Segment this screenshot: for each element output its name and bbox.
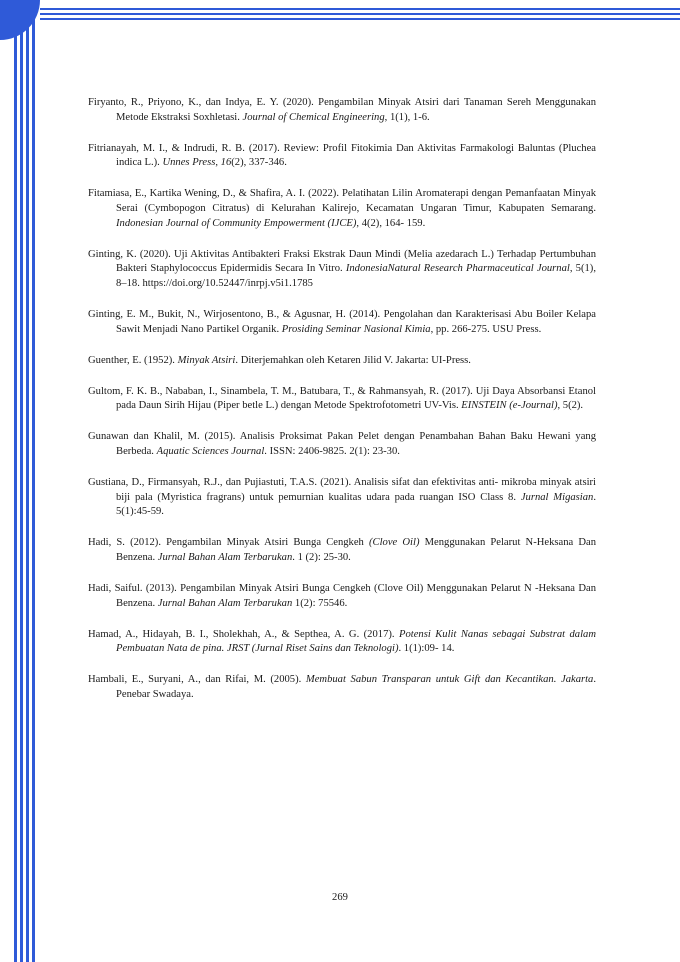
reference-italic-text: Unnes Press — [162, 157, 216, 169]
reference-text: (2), 337-346. — [231, 157, 287, 169]
reference-text: , 5(2). — [557, 400, 584, 412]
reference-text: . ISSN: 2406-9825. 2(1): 23-30. — [264, 446, 400, 457]
reference-entry — [88, 96, 596, 125]
reference-entry — [88, 308, 596, 337]
reference-text: , — [215, 157, 221, 169]
reference-text: Gunawan dan Khalil, M. (2015). Analisis Proksimat Pakan Pelet dengan Penambahan Bahan Baku Hewani yang Berbeda. — [88, 431, 596, 457]
page-number: 269 — [332, 892, 348, 903]
reference-text: Fitamiasa, E., Kartika Wening, D., & Shafira, A. I. (2022). Pelatihatan Lilin Aromaterapi dengan Pemanfaatan Minyak Serai (Cymbopogon Citratus) di Kelurahan Kalirejo, Kecamatan Ungaran Timur, Kabupaten Semarang. — [88, 188, 596, 214]
reference-text: . Diterjemahkan oleh Ketaren Jilid V. Jakarta: UI-Press. — [235, 354, 471, 366]
reference-text: , 5(1), 8–18. https://doi.org/10.52447/inrpj.v5i1.1785 — [116, 263, 596, 289]
reference-entry — [88, 536, 596, 565]
reference-text: Menggunakan Pelarut N-Heksana Dan Benzena. — [116, 537, 596, 563]
reference-text: Fitrianayah, M. I., & Indrudi, R. B. (2017). Review: Profil Fitokimia Dan Aktivitas Farmakologi Baluntas (Pluchea indica L.). — [88, 142, 596, 169]
reference-entry — [88, 628, 596, 657]
reference-text: Gustiana, D., Firmansyah, R.J., dan Pujiastuti, T.A.S. (2021). Analisis sifat dan efektivitas anti- mikroba minyak atsiri biji pala (Myristica fragrans) untuk pemurnian kualitas udara pada ruangan ISO Class 8. — [88, 477, 596, 503]
reference-text: . 5(1):45-59. — [116, 491, 596, 518]
reference-entry — [88, 430, 596, 459]
reference-text: Hadi, S. (2012). Pengambilan Minyak Atsiri Bunga Cengkeh — [88, 537, 370, 549]
reference-text: Guenther, E. (1952). — [88, 354, 178, 366]
reference-text: Hamad, A., Hidayah, B. I., Sholekhah, A., & Septhea, A. G. (2017). — [88, 628, 399, 640]
reference-entry — [88, 385, 596, 414]
reference-text: , 1(1), 1-6. — [384, 111, 430, 123]
reference-list — [88, 96, 596, 719]
reference-italic-text: Minyak Atsiri — [177, 354, 236, 366]
reference-entry — [88, 142, 596, 171]
top-decorative-band — [40, 8, 680, 20]
reference-italic-text: Prosiding Seminar Nasional Kimia — [281, 323, 431, 335]
reference-text: . 1(1):09- 14. — [398, 643, 455, 655]
reference-text: . 1 (2): 25-30. — [292, 551, 351, 563]
reference-italic-text: 16 — [220, 157, 232, 169]
reference-text: Ginting, E. M., Bukit, N., Wirjosentono, B., & Agusnar, H. (2014). Pengolahan dan Karakterisasi Abu Boiler Kelapa Sawit Menjadi Nano Partikel Organik. — [88, 308, 596, 335]
left-decorative-stripes — [0, 0, 40, 962]
reference-text: Ginting, K. (2020). Uji Aktivitas Antibakteri Fraksi Ekstrak Daun Mindi (Melia azedarach L.) Terhadap Pertumbuhan Bakteri Staphylococcus Epidermidis Secara In Vitro. — [88, 248, 596, 275]
reference-text: Hadi, Saiful. (2013). Pengambilan Minyak Atsiri Bunga Cengkeh (Clove Oil) Menggunakan Pelarut N -Heksana Dan Benzena. — [88, 583, 596, 609]
reference-text: , pp. 266-275. USU Press. — [430, 323, 542, 335]
reference-italic-text: Indonesian Journal of Community Empowerment (IJCE) — [116, 217, 357, 229]
reference-italic-text: Aquatic Sciences Journal — [156, 446, 265, 457]
reference-text: , 4(2), 164- 159. — [356, 217, 426, 229]
reference-text: Hambali, E., Suryani, A., dan Rifai, M. (2005). — [88, 674, 306, 686]
reference-text: 1(2): 75546. — [292, 597, 348, 609]
reference-italic-text: Jurnal Bahan Alam Terbarukan — [157, 551, 293, 563]
reference-italic-text: Jurnal Migasian — [520, 491, 594, 503]
reference-italic-text: Membuat Sabun Transparan untuk Gift dan Kecantikan. Jakarta — [305, 674, 594, 686]
reference-italic-text: Journal of Chemical Engineering — [242, 111, 385, 123]
reference-entry — [88, 248, 596, 292]
reference-entry — [88, 187, 596, 231]
reference-text: Gultom, F. K. B., Nababan, I., Sinambela, T. M., Batubara, T., & Rahmansyah, R. (2017). Uji Daya Absorbansi Etanol pada Daun Sirih Hijau (Piper betle L.) dengan Metode Spektrofotometri UV-Vis. — [88, 385, 596, 412]
reference-italic-text: EINSTEIN (e-Journal) — [461, 400, 558, 412]
reference-text: Firyanto, R., Priyono, K., dan Indya, E. Y. (2020). Pengambilan Minyak Atsiri dari Tanaman Sereh Menggunakan Metode Ekstraksi Soxhletasi. — [88, 97, 596, 123]
reference-entry — [88, 673, 596, 702]
reference-italic-text: (Clove Oil) — [369, 537, 420, 549]
reference-italic-text: Potensi Kulit Nanas sebagai Substrat dalam Pembuatan Nata de pina. JRST (Jurnal Riset Sains dan Teknologi) — [116, 628, 596, 655]
reference-italic-text: Jurnal Bahan Alam Terbarukan — [157, 597, 293, 609]
reference-entry — [88, 354, 596, 369]
reference-text: . Penebar Swadaya. — [116, 674, 597, 701]
reference-entry — [88, 582, 596, 611]
reference-entry — [88, 476, 596, 520]
reference-italic-text: IndonesiaNatural Research Pharmaceutical Journal — [345, 263, 570, 275]
